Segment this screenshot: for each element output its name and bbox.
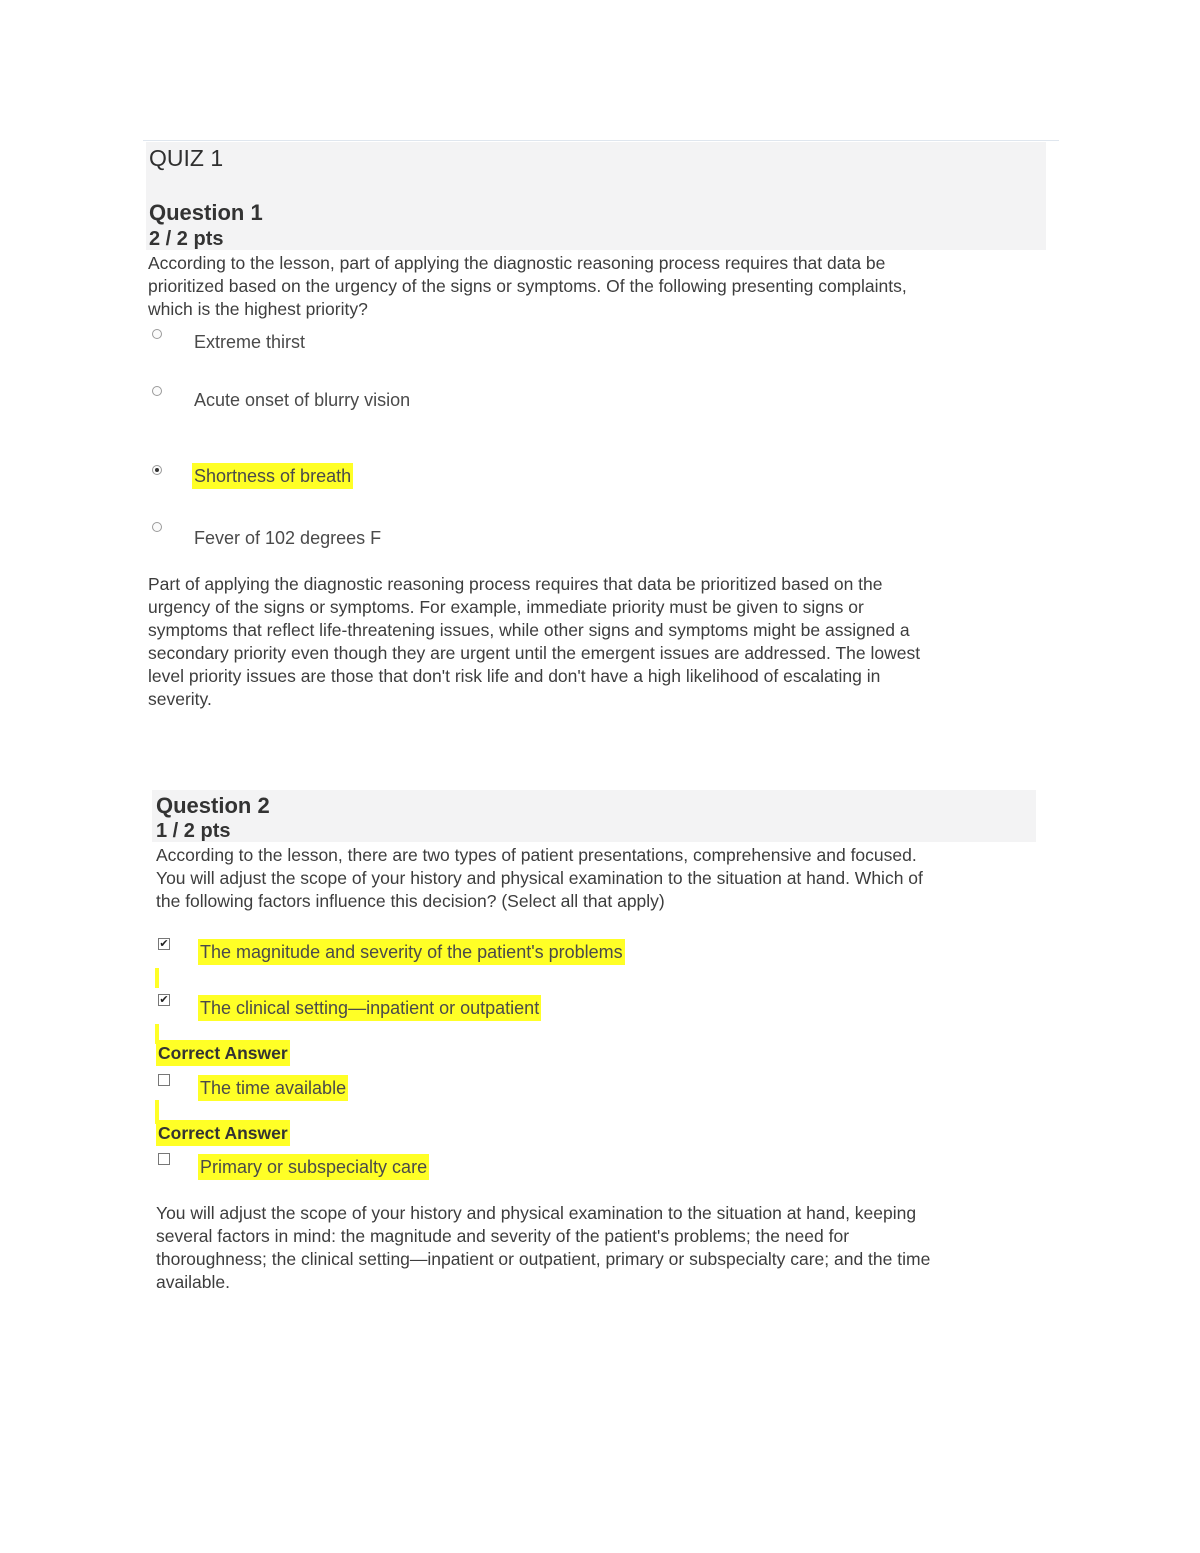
- quiz-title: QUIZ 1: [149, 145, 224, 171]
- option-checkbox-checked[interactable]: ✔: [159, 938, 169, 950]
- option-checkbox[interactable]: [158, 1153, 170, 1165]
- option-radio[interactable]: [152, 329, 162, 339]
- question-1-title: Question 1: [149, 200, 263, 225]
- option-checkbox-checked[interactable]: ✔: [159, 994, 169, 1006]
- option-radio[interactable]: [152, 522, 162, 532]
- question-2-title: Question 2: [156, 793, 270, 818]
- option-label-selected[interactable]: [192, 466, 353, 487]
- option-checkbox[interactable]: [158, 1074, 170, 1086]
- option-radio-selected[interactable]: [152, 465, 162, 475]
- top-divider: [143, 140, 1059, 141]
- selected-answer-highlight: Shortness of breath: [192, 463, 353, 489]
- prompt-line: According to the lesson, there are two types of patient presentations, comprehensive and focused.: [156, 845, 917, 865]
- correct-answer-highlight: The time available: [198, 1075, 348, 1101]
- correct-answer-label: [156, 1043, 290, 1064]
- question-1-header-bg: [146, 142, 1046, 250]
- option-label-checked[interactable]: [198, 998, 541, 1019]
- question-2-prompt: [156, 844, 1036, 913]
- explanation-line: severity.: [148, 689, 212, 709]
- prompt-line: You will adjust the scope of your history and physical examination to the situation at hand. Which of: [156, 868, 923, 888]
- explanation-line: thoroughness; the clinical setting—inpatient or outpatient, primary or subspecialty care; and the time: [156, 1249, 931, 1269]
- option-label-checked[interactable]: [198, 942, 625, 963]
- explanation-line: available.: [156, 1272, 230, 1292]
- question-2-explanation: [156, 1202, 1036, 1294]
- option-label-correct[interactable]: [198, 1078, 348, 1099]
- explanation-line: secondary priority even though they are urgent until the emergent issues are addressed. The lowest: [148, 643, 921, 663]
- question-1-points: 2 / 2 pts: [149, 228, 224, 250]
- question-2-header-bg: [152, 790, 1036, 842]
- question-2-points: 1 / 2 pts: [156, 820, 231, 842]
- option-label[interactable]: Acute onset of blurry vision: [194, 390, 411, 410]
- explanation-line: You will adjust the scope of your history and physical examination to the situation at hand, keeping: [156, 1203, 917, 1223]
- question-1-prompt: [148, 252, 1048, 321]
- highlight-bar: [155, 968, 159, 988]
- prompt-line: prioritized based on the urgency of the signs or symptoms. Of the following presenting complaints,: [148, 276, 907, 296]
- explanation-line: symptoms that reflect life-threatening issues, while other signs and symptoms might be assigned a: [148, 620, 910, 640]
- explanation-line: urgency of the signs or symptoms. For example, immediate priority must be given to signs or: [148, 597, 864, 617]
- explanation-line: Part of applying the diagnostic reasoning process requires that data be prioritized based on the: [148, 574, 883, 594]
- option-label[interactable]: Fever of 102 degrees F: [194, 528, 382, 548]
- option-radio[interactable]: [152, 386, 162, 396]
- prompt-line: According to the lesson, part of applying the diagnostic reasoning process requires that data be: [148, 253, 886, 273]
- option-label-correct[interactable]: [198, 1157, 429, 1178]
- selected-answer-highlight: The clinical setting—inpatient or outpatient: [198, 995, 541, 1021]
- option-label[interactable]: Extreme thirst: [194, 332, 306, 352]
- correct-answer-label: [156, 1123, 290, 1144]
- explanation-line: level priority issues are those that don't risk life and don't have a high likelihood of escalating in: [148, 666, 881, 686]
- explanation-line: several factors in mind: the magnitude and severity of the patient's problems; the need for: [156, 1226, 850, 1246]
- prompt-line: which is the highest priority?: [148, 299, 368, 319]
- selected-answer-highlight: The magnitude and severity of the patient's problems: [198, 939, 625, 965]
- prompt-line: the following factors influence this decision? (Select all that apply): [156, 891, 665, 911]
- correct-answer-highlight: Primary or subspecialty care: [198, 1154, 429, 1180]
- correct-answer-highlight: Correct Answer: [156, 1040, 290, 1066]
- correct-answer-highlight: Correct Answer: [156, 1120, 290, 1146]
- question-1-explanation: [148, 573, 1048, 711]
